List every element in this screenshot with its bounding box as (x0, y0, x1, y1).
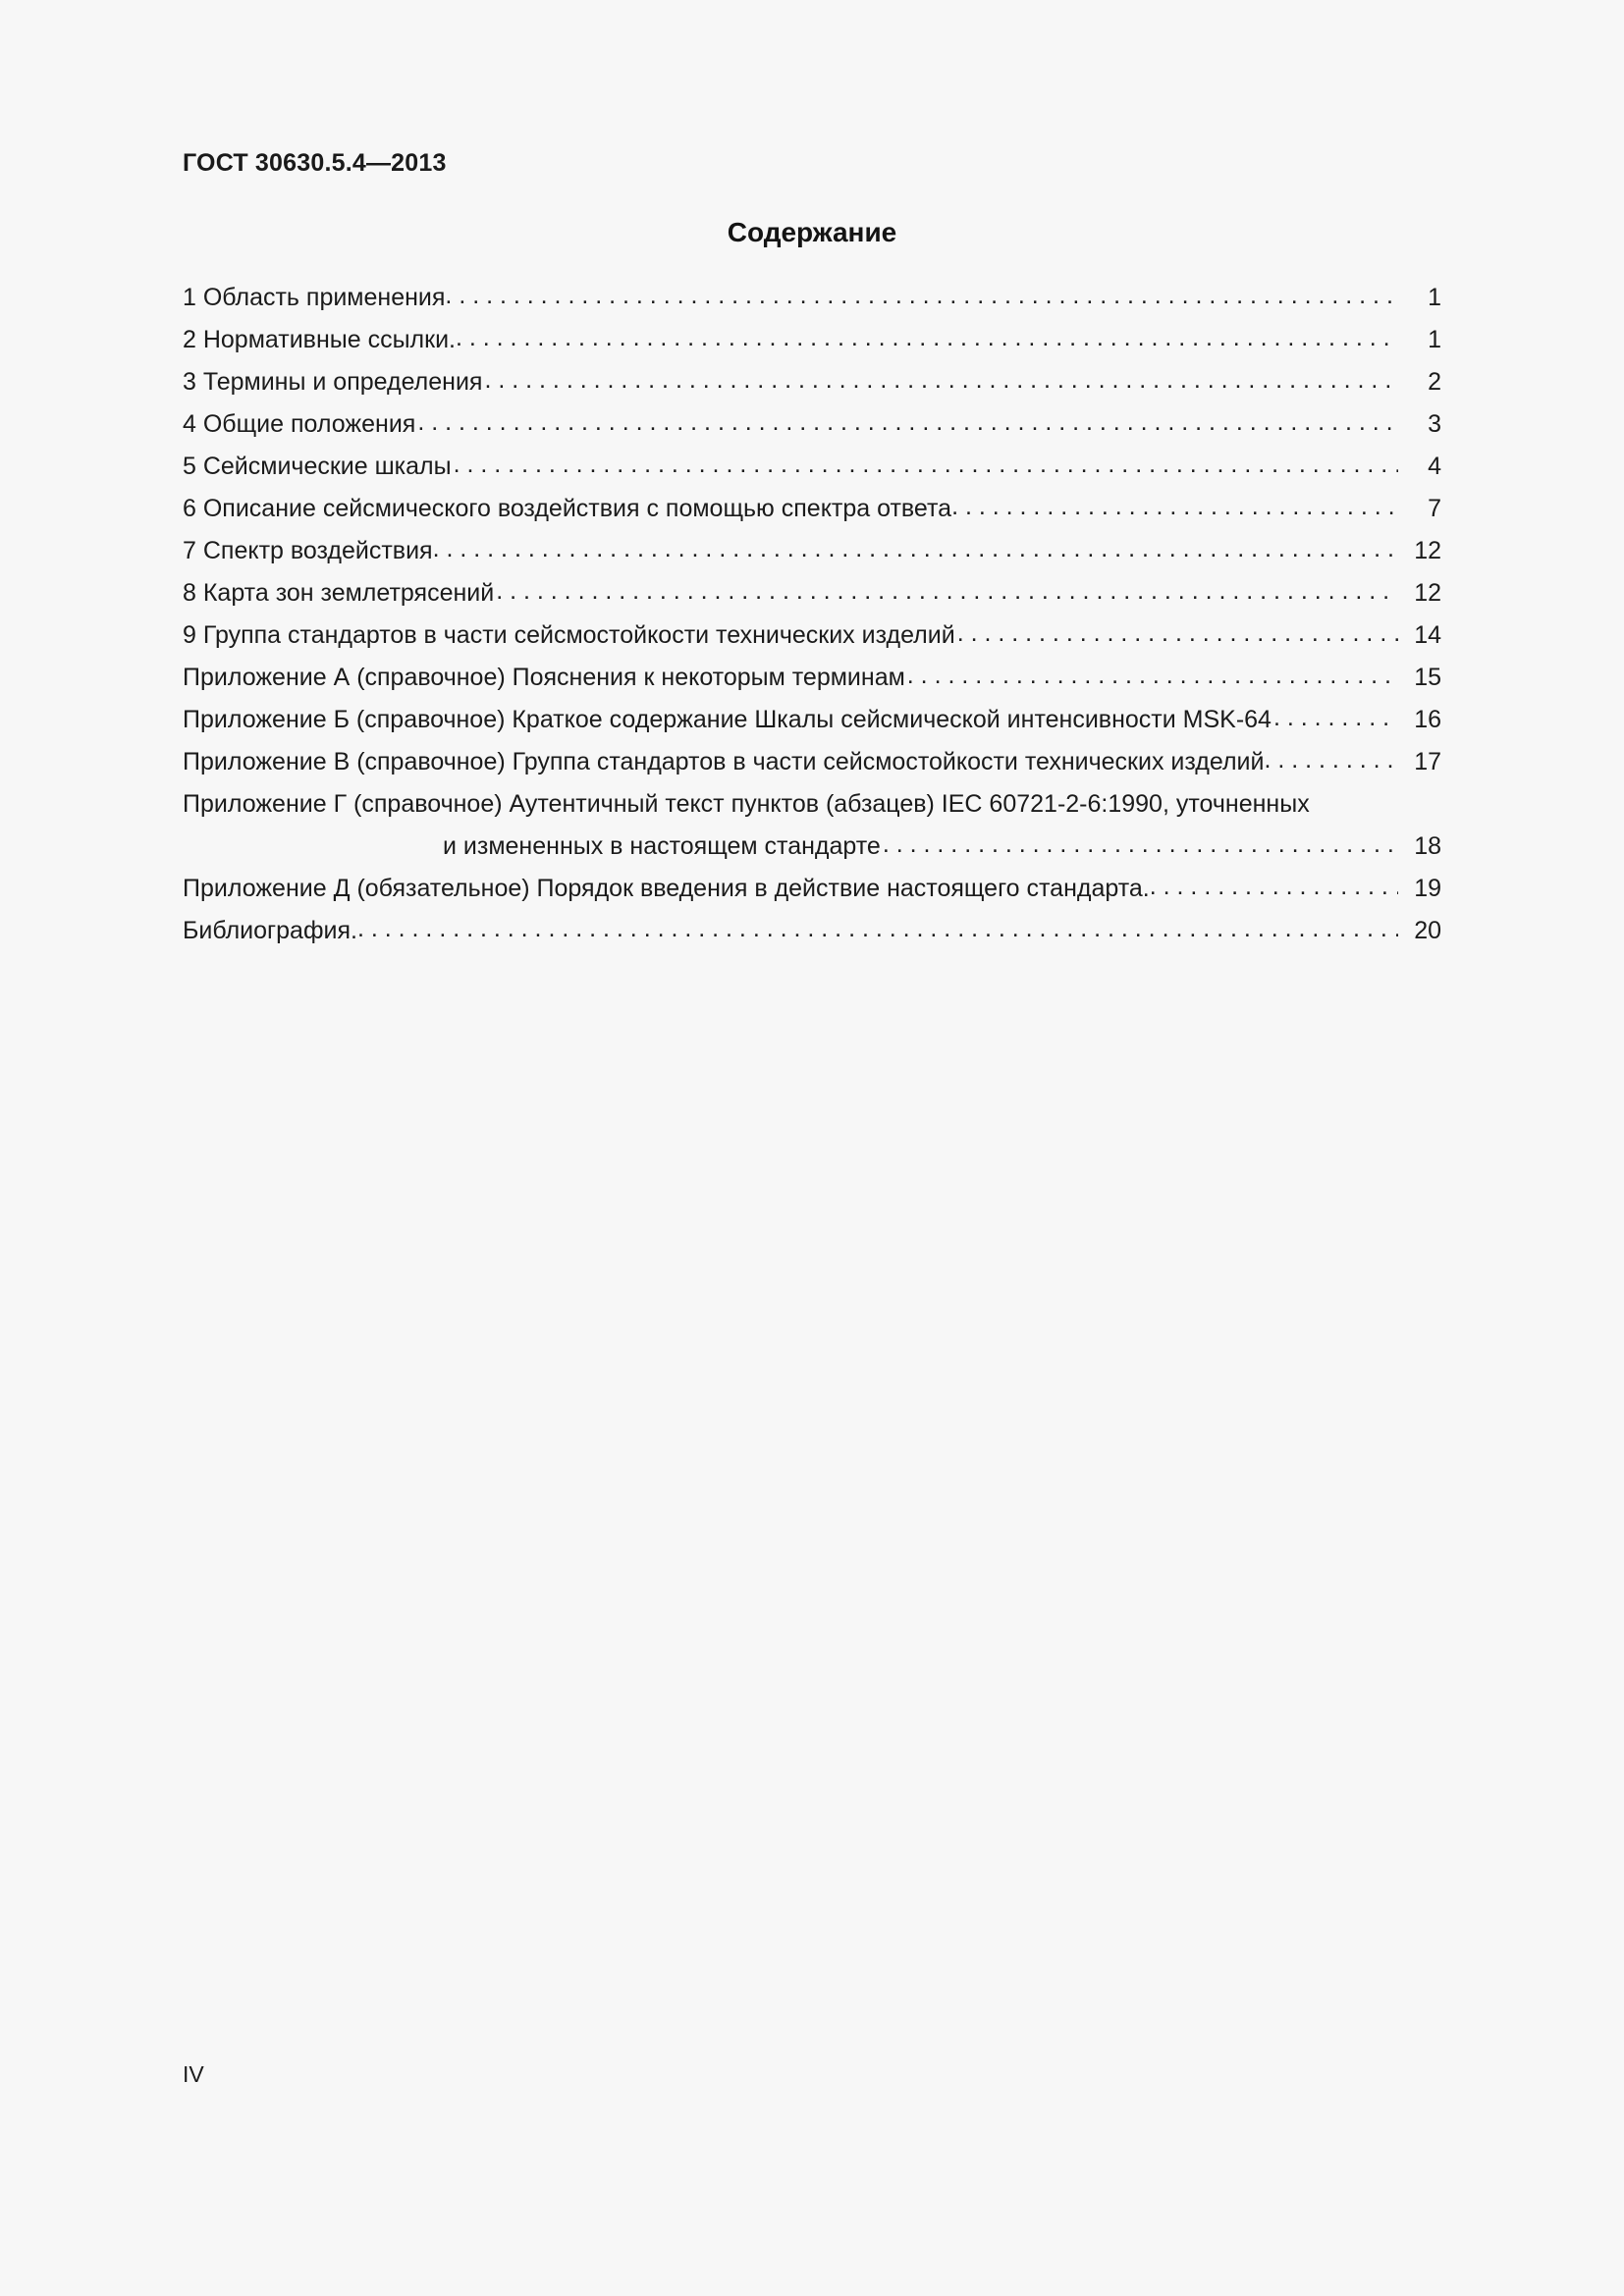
toc-entry-page-number: 3 (1428, 410, 1441, 438)
table-of-contents (183, 283, 1441, 958)
toc-entry[interactable] (183, 663, 1441, 692)
toc-entry[interactable] (183, 916, 1441, 945)
toc-leader-dots (1264, 745, 1398, 774)
toc-entry[interactable] (183, 325, 1441, 354)
toc-entry-label: Приложение Г (справочное) Аутентичный текст пунктов (абзацев) IEC 60721-2-6:1990, уточненных (183, 790, 1310, 818)
toc-leader-dots (417, 407, 1398, 437)
toc-entry[interactable] (183, 620, 1441, 650)
toc-leader-dots (456, 323, 1398, 352)
toc-entry-label: 8 Карта зон землетрясений (183, 579, 495, 607)
toc-leader-dots (433, 534, 1398, 563)
toc-entry[interactable] (183, 705, 1441, 734)
toc-entry-label: 4 Общие положения (183, 410, 416, 438)
toc-entry-page-number: 19 (1414, 875, 1441, 902)
toc-leader-dots (357, 914, 1398, 943)
page-folio: IV (183, 2061, 204, 2087)
toc-entry-label: 9 Группа стандартов в части сейсмостойкости технических изделий (183, 621, 955, 649)
toc-entry[interactable] (183, 409, 1441, 439)
toc-entry-page-number: 16 (1414, 706, 1441, 733)
toc-entry-page-number: 12 (1414, 579, 1441, 607)
toc-entry-page-number: 15 (1414, 664, 1441, 691)
toc-entry-label: 6 Описание сейсмического воздействия с помощью спектра ответа (183, 495, 952, 522)
toc-leader-dots (951, 492, 1398, 521)
toc-entry[interactable] (183, 789, 1441, 819)
toc-entry-label: 7 Спектр воздействия (183, 537, 433, 564)
toc-entry-label: Приложение А (справочное) Пояснения к некоторым терминам (183, 664, 905, 691)
toc-entry[interactable] (183, 874, 1441, 903)
toc-entry-label: Приложение Д (обязательное) Порядок введения в действие настоящего стандарта. (183, 875, 1150, 902)
toc-leader-dots (907, 661, 1398, 690)
toc-entry[interactable] (183, 367, 1441, 397)
running-head-standard-number: ГОСТ 30630.5.4—2013 (183, 149, 447, 177)
toc-entry[interactable] (183, 831, 1441, 861)
toc-entry-page-number: 20 (1414, 917, 1441, 944)
toc-entry-page-number: 18 (1414, 832, 1441, 860)
toc-leader-dots (496, 576, 1398, 606)
toc-entry-page-number: 14 (1414, 621, 1441, 649)
toc-entry[interactable] (183, 747, 1441, 776)
toc-leader-dots (454, 450, 1398, 479)
toc-entry-page-number: 12 (1414, 537, 1441, 564)
toc-entry-label: Приложение В (справочное) Группа стандартов в части сейсмостойкости технических изделий (183, 748, 1265, 775)
page-title: Содержание (727, 217, 897, 247)
toc-entry-label: Библиография. (183, 917, 357, 944)
toc-leader-dots (484, 365, 1398, 395)
toc-entry-label: 5 Сейсмические шкалы (183, 453, 452, 480)
toc-entry-page-number: 17 (1414, 748, 1441, 775)
toc-leader-dots (445, 281, 1398, 310)
toc-entry[interactable] (183, 494, 1441, 523)
toc-entry-label: Приложение Б (справочное) Краткое содержание Шкалы сейсмической интенсивности MSK-64 (183, 706, 1272, 733)
toc-entry-page-number: 4 (1428, 453, 1441, 480)
toc-entry[interactable] (183, 536, 1441, 565)
toc-entry-label: 1 Область применения (183, 284, 446, 311)
toc-entry-page-number: 1 (1428, 284, 1441, 311)
toc-entry[interactable] (183, 578, 1441, 608)
toc-entry[interactable] (183, 452, 1441, 481)
toc-leader-dots (957, 618, 1398, 648)
toc-entry-label: и измененных в настоящем стандарте (443, 832, 881, 860)
toc-entry-page-number: 1 (1428, 326, 1441, 353)
toc-leader-dots (1273, 703, 1398, 732)
toc-entry-page-number: 7 (1428, 495, 1441, 522)
toc-leader-dots (1150, 872, 1398, 901)
toc-entry-label: 3 Термины и определения (183, 368, 483, 396)
toc-entry[interactable] (183, 283, 1441, 312)
toc-leader-dots (883, 829, 1398, 859)
toc-entry-label: 2 Нормативные ссылки. (183, 326, 456, 353)
toc-entry-page-number: 2 (1428, 368, 1441, 396)
